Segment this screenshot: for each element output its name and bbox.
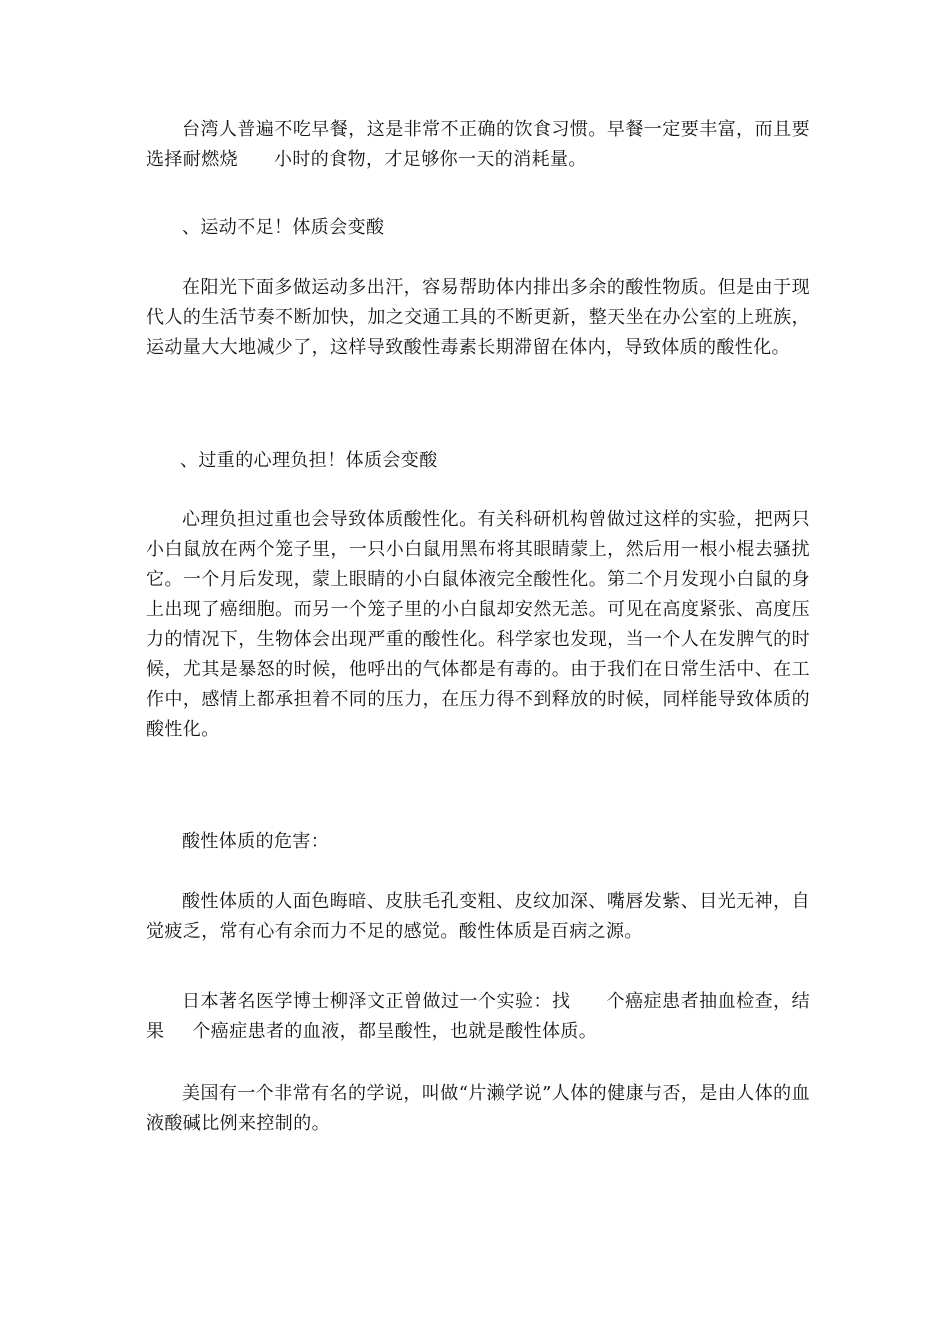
paragraph-japan-part-b: 个癌症患者抽血检查，结果 xyxy=(146,991,810,1042)
heading-psychological-burden: 、过重的心理负担！体质会变酸 xyxy=(180,450,438,471)
paragraph-japan-part-a: 日本著名医学博士柳泽文正曾做过一个实验：找 xyxy=(182,991,571,1012)
paragraph-psychological: 心理负担过重也会导致体质酸性化。有关科研机构曾做过这样的实验，把两只小白鼠放在两个笼子里，一只小白鼠用黑布将其眼睛蒙上，然后用一根小棍去骚扰它。一个月后发现，蒙上眼睛的小白鼠体液完全酸性化。第二个月发现小白鼠的身上出现了癌细胞。而另一个笼子里的小白鼠却安然无恙。可见在高度紧张、高度压力的情况下，生物体会出现严重的酸性化。科学家也发现，当一个人在发脾气的时候，尤其是暴怒的时候，他呼出的气体都是有毒的。由于我们在日常生活中、在工作中，感情上都承担着不同的压力，在压力得不到释放的时候，同样能导致体质的酸性化。 xyxy=(146,509,810,740)
paragraph-japan-part-c: 个癌症患者的血液，都呈酸性，也就是酸性体质。 xyxy=(192,1021,598,1042)
paragraph-breakfast-part-a: 台湾人普遍不吃早餐，这是非常不正确的饮食习惯。早餐一定要丰富，而且要选择耐燃烧 xyxy=(146,119,810,170)
heading-lack-of-exercise: 、运动不足！体质会变酸 xyxy=(182,217,385,238)
paragraph-katase-theory: 美国有一个非常有名的学说，叫做“片濑学说”人体的健康与否，是由人体的血液酸碱比例来控制的。 xyxy=(146,1083,810,1134)
paragraph-breakfast xyxy=(146,115,810,175)
paragraph-japan-experiment xyxy=(146,987,810,1047)
paragraph-harm-title: 酸性体质的危害： xyxy=(182,831,330,852)
paragraph-breakfast-part-b: 小时的食物，才足够你一天的消耗量。 xyxy=(274,149,587,170)
paragraph-exercise: 在阳光下面多做运动多出汗，容易帮助体内排出多余的酸性物质。但是由于现代人的生活节奏不断加快，加之交通工具的不断更新，整天坐在办公室的上班族，运动量大大地减少了，这样导致酸性毒素长期滞留在体内，导致体质的酸性化。 xyxy=(146,277,810,358)
paragraph-harm: 酸性体质的人面色晦暗、皮肤毛孔变粗、皮纹加深、嘴唇发紫、目光无神，自觉疲乏，常有心有余而力不足的感觉。酸性体质是百病之源。 xyxy=(146,891,810,942)
